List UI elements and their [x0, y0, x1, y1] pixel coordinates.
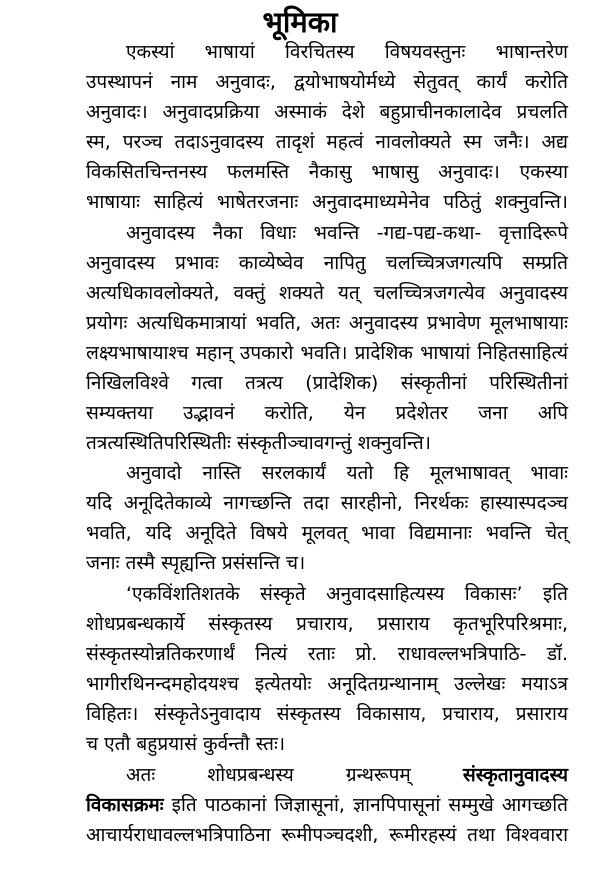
paragraph-1-line-4: स्म, परञ्च तदाऽनुवादस्य तादृशं महत्वं नावलोक्यते स्म जनैः। अद्य [86, 131, 568, 153]
book-title-part-1: संस्कृतानुवादस्य [462, 764, 568, 786]
paragraph-1-line-5: विकसितचिन्तनस्य फलमस्ति नैकासु भाषासु अनुवादः। एकस्या [86, 161, 568, 183]
paragraph-1-line-3: अनुवादः। अनुवादप्रक्रिया अस्माकं देशे बहुप्राचीनकालादेव प्रचलति [86, 101, 568, 123]
paragraph-5-line-2 [86, 790, 568, 820]
paragraph-2-line-4: प्रयोगः अत्यधिकमात्रायां भवति, अतः अनुवादस्य प्रभावेण मूलभाषायाः [86, 312, 568, 334]
paragraph-2-line-3: अत्यधिकावलोक्यते, वक्तुं शक्यते यत् चलच्चित्रजगत्येव अनुवादस्य [86, 282, 568, 304]
page-title: भूमिका [262, 5, 338, 39]
paragraph-4-line-6: च एतौ बहुप्रयासं कुर्वन्तौ स्तः। [86, 733, 286, 755]
paragraph-3-line-2: यदि अनूदितेकाव्ये नागच्छन्ति तदा सारहीनो, निरर्थकः हास्यास्पदञ्च [86, 492, 568, 514]
paragraph-3-line-1: अनुवादो नास्ति सरलकार्यं यतो हि मूलभाषावत् भावाः [126, 462, 568, 484]
paragraph-1-line-6: भाषायाः साहित्यं भाषेतरजनाः अनुवादमाध्यमेनेव पठितुं शक्नुवन्ति। [86, 191, 568, 213]
paragraph-5-line-1 [126, 760, 568, 790]
paragraph-5-line-3: आचार्यराधावल्लभत्रिपाठिना रूमीपञ्चदशी, रूमीरहस्यं तथा विश्ववारा [86, 824, 568, 846]
paragraph-4-line-3: संस्कृतस्योन्नतिकरणार्थं नित्यं रताः प्रो. राधावल्लभत्रिपाठि- डॉ. [86, 643, 568, 665]
paragraph-2-line-7: सम्यक्तया उद्भावनं करोति, येन प्रदेशेतर जना अपि [86, 402, 568, 424]
paragraph-3-line-3: भवति, यदि अनूदिते विषये मूलवत् भावा विद्यमानाः भवन्ति चेत् [86, 522, 568, 544]
paragraph-5-line-1-normal: अतः शोधप्रबन्धस्य ग्रन्थरूपम् [126, 764, 411, 786]
paragraph-2-line-5: लक्ष्यभाषायाश्च महान् उपकारो भवति। प्रादेशिक भाषायां निहितसाहित्यं [86, 342, 568, 364]
paragraph-2-line-1: अनुवादस्य नैका विधाः भवन्ति -गद्य-पद्य-कथा- वृत्तादिरूपे [126, 222, 568, 244]
paragraph-2-line-6: निखिलविश्वे गत्वा तत्रत्य (प्रादेशिक) संस्कृतीनां परिस्थितीनां [86, 372, 568, 394]
paragraph-5-line-2-normal: इति पाठकानां जिज्ञासूनां, ज्ञानपिपासूनां सम्मुखे आगच्छति [171, 794, 568, 816]
paragraph-4-line-5: विहितः। संस्कृतेऽनुवादाय संस्कृतस्य विकासाय, प्रचाराय, प्रसाराय [86, 703, 568, 725]
paragraph-4-line-1: ‘एकविंशतिशतके संस्कृते अनुवादसाहित्यस्य विकासः’ इति [126, 583, 568, 605]
paragraph-2-line-8: तत्रत्यस्थितिपरिस्थितीः संस्कृतीञ्चावगन्तुं शक्नुवन्ति। [86, 432, 431, 454]
paragraph-2-line-2: अनुवादस्य प्रभावः काव्येष्वेव नापितु चलच्चित्रजगत्यपि सम्प्रति [86, 252, 568, 274]
paragraph-1-line-2: उपस्थापनं नाम अनुवादः, द्वयोभाषयोर्मध्ये सेतुवत् कार्यं करोति [86, 71, 568, 93]
paragraph-3-line-4: जनाः तस्मै स्पृह्यन्ति प्रसंसन्ति च। [86, 552, 306, 574]
paragraph-4-line-2: शोधप्रबन्धकार्ये संस्कृतस्य प्रचाराय, प्रसाराय कृतभूरिपरिश्रमाः, [86, 613, 568, 635]
paragraph-4-line-4: भागीरथिनन्दमहोदयश्च इत्येतयोः अनूदितग्रन्थानाम् उल्लेखः मयाऽत्र [86, 673, 568, 695]
book-title-part-2: विकासक्रमः [86, 794, 164, 816]
paragraph-1-line-1: एकस्यां भाषायां विरचितस्य विषयवस्तुनः भाषान्तरेण [126, 41, 568, 63]
